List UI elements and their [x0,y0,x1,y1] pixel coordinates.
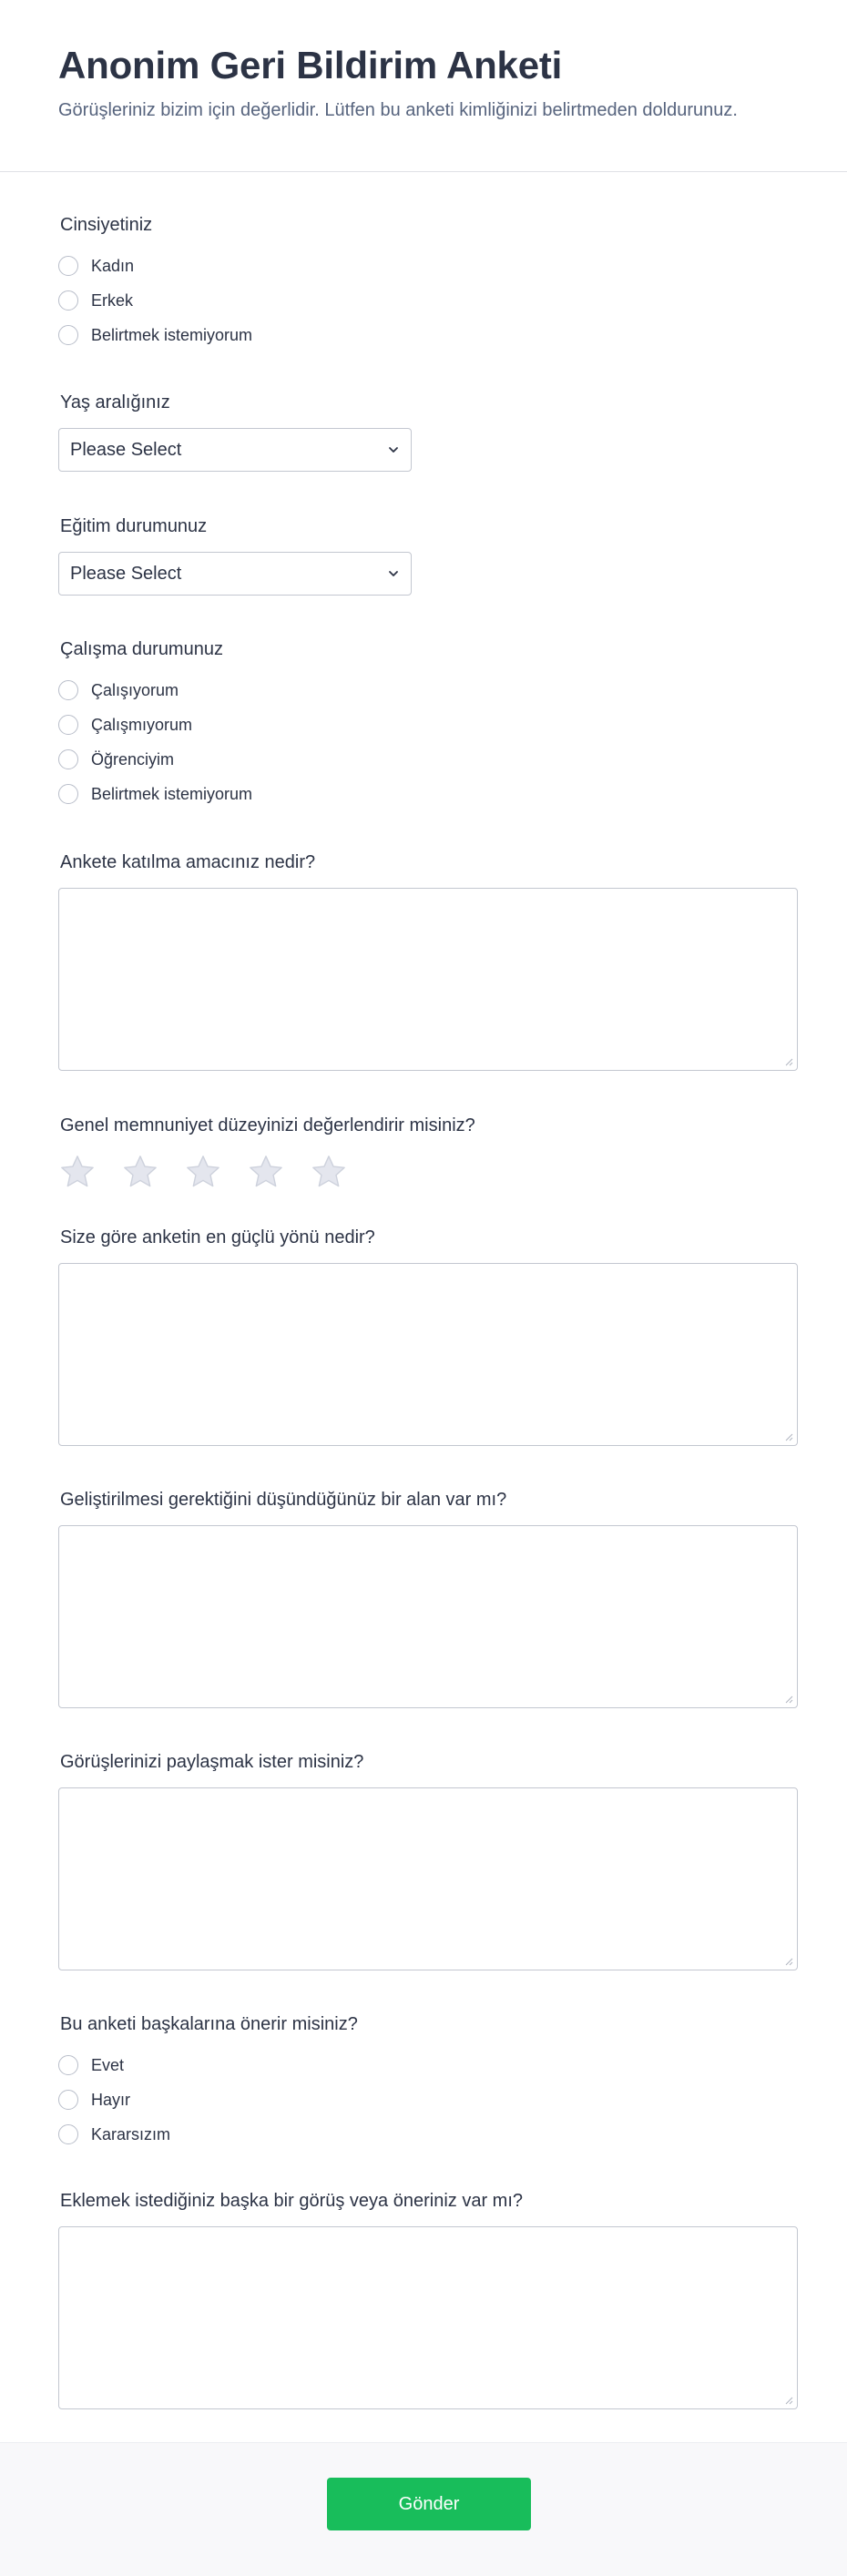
star-icon[interactable] [184,1153,222,1191]
radio-button[interactable] [58,749,78,769]
additional-field [58,2191,798,2409]
gender-field [58,215,798,352]
satisfaction-label: Genel memnuniyet düzeyinizi değerlendirir misiniz? [60,1115,475,1135]
radio-button[interactable] [58,784,78,804]
resize-handle-icon[interactable] [784,1432,793,1441]
option-label: Evet [91,2055,125,2074]
employment-option-working[interactable] [58,673,798,708]
age-field [58,392,798,472]
radio-button[interactable] [58,256,78,276]
gender-option-undisclosed[interactable] [58,318,798,352]
star-rating [58,1153,798,1191]
gender-label: Cinsiyetiniz [60,215,153,235]
radio-button[interactable] [58,290,78,311]
employment-option-student[interactable] [58,742,798,777]
option-label: Kararsızım [91,2124,171,2143]
improvement-textarea[interactable] [58,1525,798,1708]
form-footer [0,2442,847,2576]
purpose-field [58,852,798,1071]
option-label: Erkek [91,290,134,310]
strength-textarea[interactable] [58,1263,798,1446]
share-textarea[interactable] [58,1787,798,1970]
additional-textarea[interactable] [58,2226,798,2409]
option-label: Öğrenciyim [91,749,175,769]
age-label: Yaş aralığınız [60,392,170,412]
radio-button[interactable] [58,2124,78,2144]
employment-label: Çalışma durumunuz [60,639,223,659]
share-label: Görüşlerinizi paylaşmak ister misiniz? [60,1752,364,1772]
education-label: Eğitim durumunuz [60,516,208,536]
chevron-down-icon [387,443,400,456]
strength-field [58,1227,798,1446]
radio-button[interactable] [58,325,78,345]
additional-label: Eklemek istediğiniz başka bir görüş veya öneriniz var mı? [60,2191,523,2211]
star-icon[interactable] [247,1153,285,1191]
option-label: Hayır [91,2090,131,2109]
recommend-label: Bu anketi başkalarına önerir misiniz? [60,2014,358,2034]
submit-button[interactable]: Gönder [327,2478,531,2530]
education-select[interactable] [58,552,412,596]
improvement-field [58,1490,798,1708]
improvement-label: Geliştirilmesi gerektiğini düşündüğünüz bir alan var mı? [60,1490,507,1510]
employment-field [58,639,798,811]
chevron-down-icon [387,567,400,580]
resize-handle-icon[interactable] [784,1957,793,1966]
recommend-options [58,2048,798,2152]
option-label: Belirtmek istemiyorum [91,784,253,803]
resize-handle-icon[interactable] [784,2396,793,2405]
gender-option-female[interactable] [58,249,798,283]
form-header [0,0,847,172]
form-title: Anonim Geri Bildirim Anketi [58,44,563,87]
satisfaction-field [58,1115,798,1191]
age-select[interactable] [58,428,412,472]
recommend-option-undecided[interactable] [58,2117,798,2152]
radio-button[interactable] [58,715,78,735]
strength-label: Size göre anketin en güçlü yönü nedir? [60,1227,375,1247]
star-icon[interactable] [310,1153,348,1191]
star-icon[interactable] [58,1153,97,1191]
option-label: Çalışmıyorum [91,715,193,734]
education-select-value: Please Select [70,563,182,584]
star-icon[interactable] [121,1153,159,1191]
option-label: Belirtmek istemiyorum [91,325,253,344]
employment-option-not-working[interactable] [58,708,798,742]
purpose-textarea[interactable] [58,888,798,1071]
employment-option-undisclosed[interactable] [58,777,798,811]
radio-button[interactable] [58,2055,78,2075]
gender-options [58,249,798,352]
radio-button[interactable] [58,2090,78,2110]
recommend-field [58,2014,798,2152]
age-select-value: Please Select [70,439,182,460]
resize-handle-icon[interactable] [784,1695,793,1704]
education-field [58,516,798,596]
resize-handle-icon[interactable] [784,1057,793,1066]
recommend-option-no[interactable] [58,2082,798,2117]
employment-options [58,673,798,811]
recommend-option-yes[interactable] [58,2048,798,2082]
radio-button[interactable] [58,680,78,700]
option-label: Çalışıyorum [91,680,179,699]
share-field [58,1752,798,1970]
form-subtitle: Görüşleriniz bizim için değerlidir. Lütfen bu anketi kimliğinizi belirtmeden doldurunuz. [58,100,738,120]
option-label: Kadın [91,256,135,275]
purpose-label: Ankete katılma amacınız nedir? [60,852,316,872]
gender-option-male[interactable] [58,283,798,318]
